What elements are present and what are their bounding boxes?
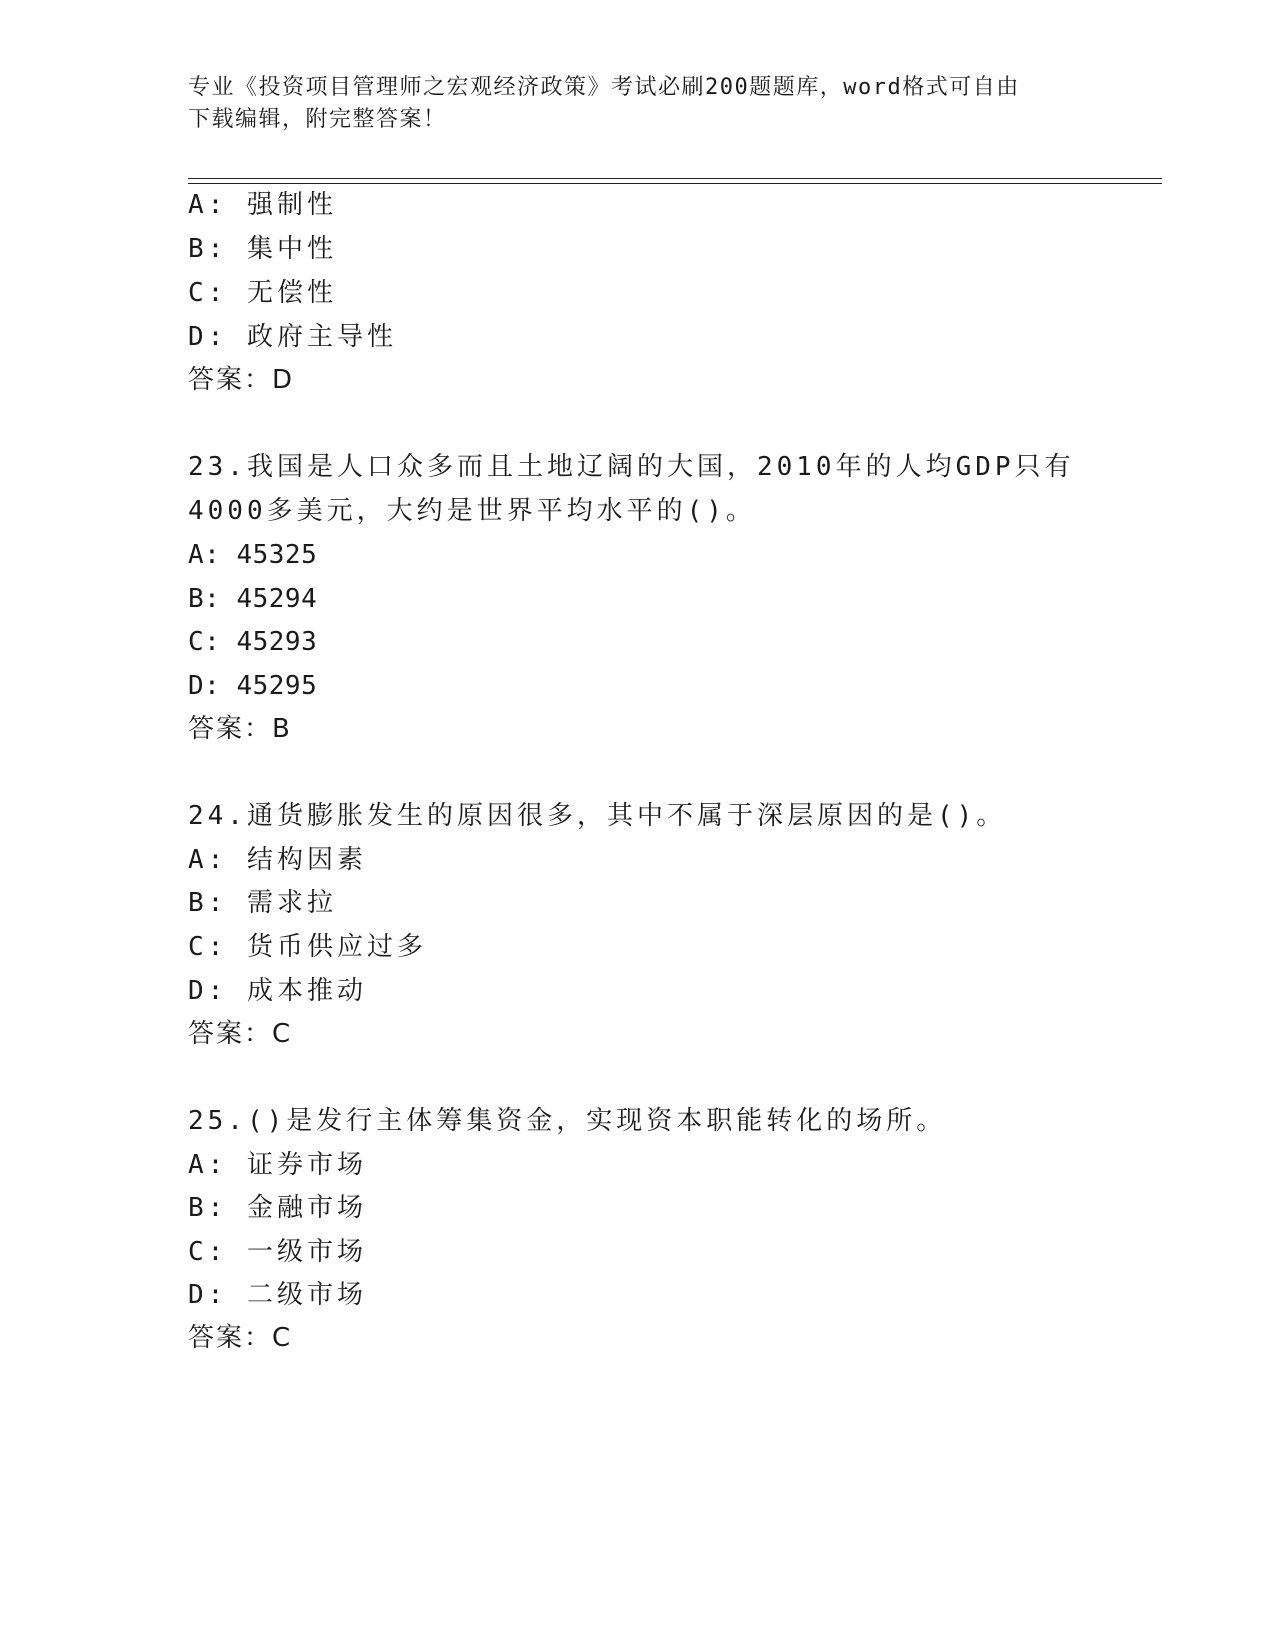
header-divider-bottom <box>188 183 1162 184</box>
q25-option-d: D: 二级市场 <box>188 1280 367 1310</box>
header-divider-top <box>188 178 1162 179</box>
q25-option-b: B: 金融市场 <box>188 1193 367 1223</box>
q22-option-b: B: 集中性 <box>188 234 337 264</box>
q22-option-d: D: 政府主导性 <box>188 322 397 352</box>
q23-option-d: D: 45295 <box>188 671 318 701</box>
q23-stem-line-2: 4000多美元，大约是世界平均水平的()。 <box>188 496 756 526</box>
document-header <box>188 72 1088 136</box>
q25-stem-line-1: 25.()是发行主体筹集资金，实现资本职能转化的场所。 <box>188 1106 947 1136</box>
q25-answer: 答案：C <box>188 1323 293 1353</box>
q24-option-d: D: 成本推动 <box>188 976 367 1006</box>
q24-option-a: A: 结构因素 <box>188 845 367 875</box>
header-line-2: 下载编辑，附完整答案！ <box>188 107 447 132</box>
q22-option-a: A: 强制性 <box>188 190 337 220</box>
q23-option-b: B: 45294 <box>188 584 318 614</box>
q24-stem-line-1: 24.通货膨胀发生的原因很多，其中不属于深层原因的是()。 <box>188 801 1007 831</box>
q25-option-c: C: 一级市场 <box>188 1237 367 1267</box>
header-line-1: 专业《投资项目管理师之宏观经济政策》考试必刷200题题库，word格式可自由 <box>188 75 1020 100</box>
q22-option-c: C: 无偿性 <box>188 278 337 308</box>
q23-option-c: C: 45293 <box>188 627 318 657</box>
q22-answer: 答案：D <box>188 365 295 395</box>
q25-option-a: A: 证券市场 <box>188 1150 367 1180</box>
q23-option-a: A: 45325 <box>188 540 318 570</box>
q24-option-b: B: 需求拉 <box>188 888 337 918</box>
q24-option-c: C: 货币供应过多 <box>188 932 427 962</box>
q23-answer: 答案：B <box>188 714 292 744</box>
q24-answer: 答案：C <box>188 1019 293 1049</box>
q23-stem-line-1: 23.我国是人口众多而且土地辽阔的大国，2010年的人均GDP只有 <box>188 452 1075 482</box>
